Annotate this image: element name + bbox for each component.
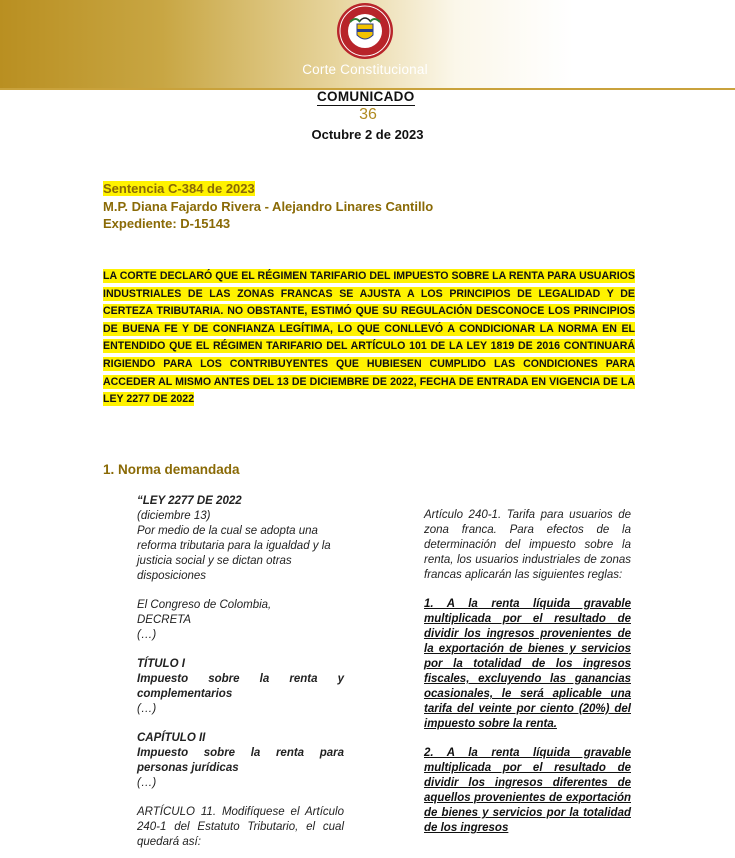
law-title: “LEY 2277 DE 2022 <box>137 495 242 507</box>
rule-2: 2. A la renta líquida gravable multiplicada por el resultado de dividir los ingresos diferentes de aquellos provenientes de exportación de bienes y servicios por la totalidad de los ingresos <box>424 747 631 834</box>
communique-label: COMUNICADO <box>317 89 415 104</box>
ellipsis: (…) <box>137 777 157 789</box>
title-name: Impuesto sobre la renta y complementarios <box>137 673 344 700</box>
rule-1: 1. A la renta líquida gravable multiplicada por el resultado de dividir los ingresos provenientes de la exportación de bienes y servicios por la totalidad de los ingresos fiscales, excluyendo las ganancias ocasionales, le será aplicable una tarifa del veinte por ciento (20%) del impuesto sobre la renta. <box>424 598 631 730</box>
law-text-right-column <box>424 508 631 836</box>
communique-number: 36 <box>359 106 377 123</box>
law-description: Por medio de la cual se adopta una reforma tributaria para la igualdad y la justicia social y se dictan otras disposiciones <box>137 525 331 582</box>
page-header <box>0 0 735 88</box>
court-name: Corte Constitucional <box>302 62 428 77</box>
ellipsis: (…) <box>137 629 157 641</box>
summary-text: LA CORTE DECLARÓ QUE EL RÉGIMEN TARIFARIO DEL IMPUESTO SOBRE LA RENTA PARA USUARIOS INDUSTRIALES DE LAS ZONAS FRANCAS SE AJUSTA A LOS PRINCIPIOS DE LEGALIDAD Y DE CERTEZA TRIBUTARIA. NO OBSTANTE, ESTIMÓ QUE SU REGULACIÓN DESCONOCE LOS PRINCIPIOS DE BUENA FE Y DE CONFIANZA LEGÍTIMA, LO QUE CONLLEVÓ A CONDICIONAR LA NORMA EN EL ENTENDIDO QUE EL RÉGIMEN TARIFARIO DEL ARTÍCULO 101 DE LA LEY 1819 DE 2016 CONTINUARÁ RIGIENDO PARA LOS CONTRIBUYENTES QUE HUBIESEN CUMPLIDO LAS CONDICIONES PARA ACCEDER AL MISMO ANTES DEL 13 DE DICIEMBRE DE 2022, FECHA DE ENTRADA EN VIGENCIA DE LA LEY 2277 DE 2022 <box>103 270 635 406</box>
law-date: (diciembre 13) <box>137 510 211 522</box>
ruling-summary <box>103 268 635 409</box>
ruling-sentence: Sentencia C-384 de 2023 <box>103 181 255 196</box>
congress-line: El Congreso de Colombia, <box>137 599 272 611</box>
section-title: 1. Norma demandada <box>103 462 240 477</box>
ruling-magistrates: M.P. Diana Fajardo Rivera - Alejandro Linares Cantillo <box>103 198 434 214</box>
chapter-heading: CAPÍTULO II <box>137 732 206 744</box>
communique-date: Octubre 2 de 2023 <box>311 127 424 142</box>
ruling-block <box>103 180 433 233</box>
title-heading: TÍTULO I <box>137 658 185 670</box>
court-seal-logo <box>336 2 394 60</box>
article-240-1-intro: Artículo 240-1. Tarifa para usuarios de zona franca. Para efectos de la determinación del impuesto sobre la renta, los usuarios industriales de zonas francas aplicarán las siguientes reglas: <box>424 509 631 581</box>
law-text-left-column <box>137 494 344 850</box>
decree-line: DECRETA <box>137 614 192 626</box>
ruling-file: Expediente: D-15143 <box>103 216 231 231</box>
ellipsis: (…) <box>137 703 157 715</box>
article-11: ARTÍCULO 11. Modifíquese el Artículo 240-1 del Estatuto Tributario, el cual quedará así: <box>137 806 344 848</box>
chapter-name: Impuesto sobre la renta para personas jurídicas <box>137 747 344 774</box>
